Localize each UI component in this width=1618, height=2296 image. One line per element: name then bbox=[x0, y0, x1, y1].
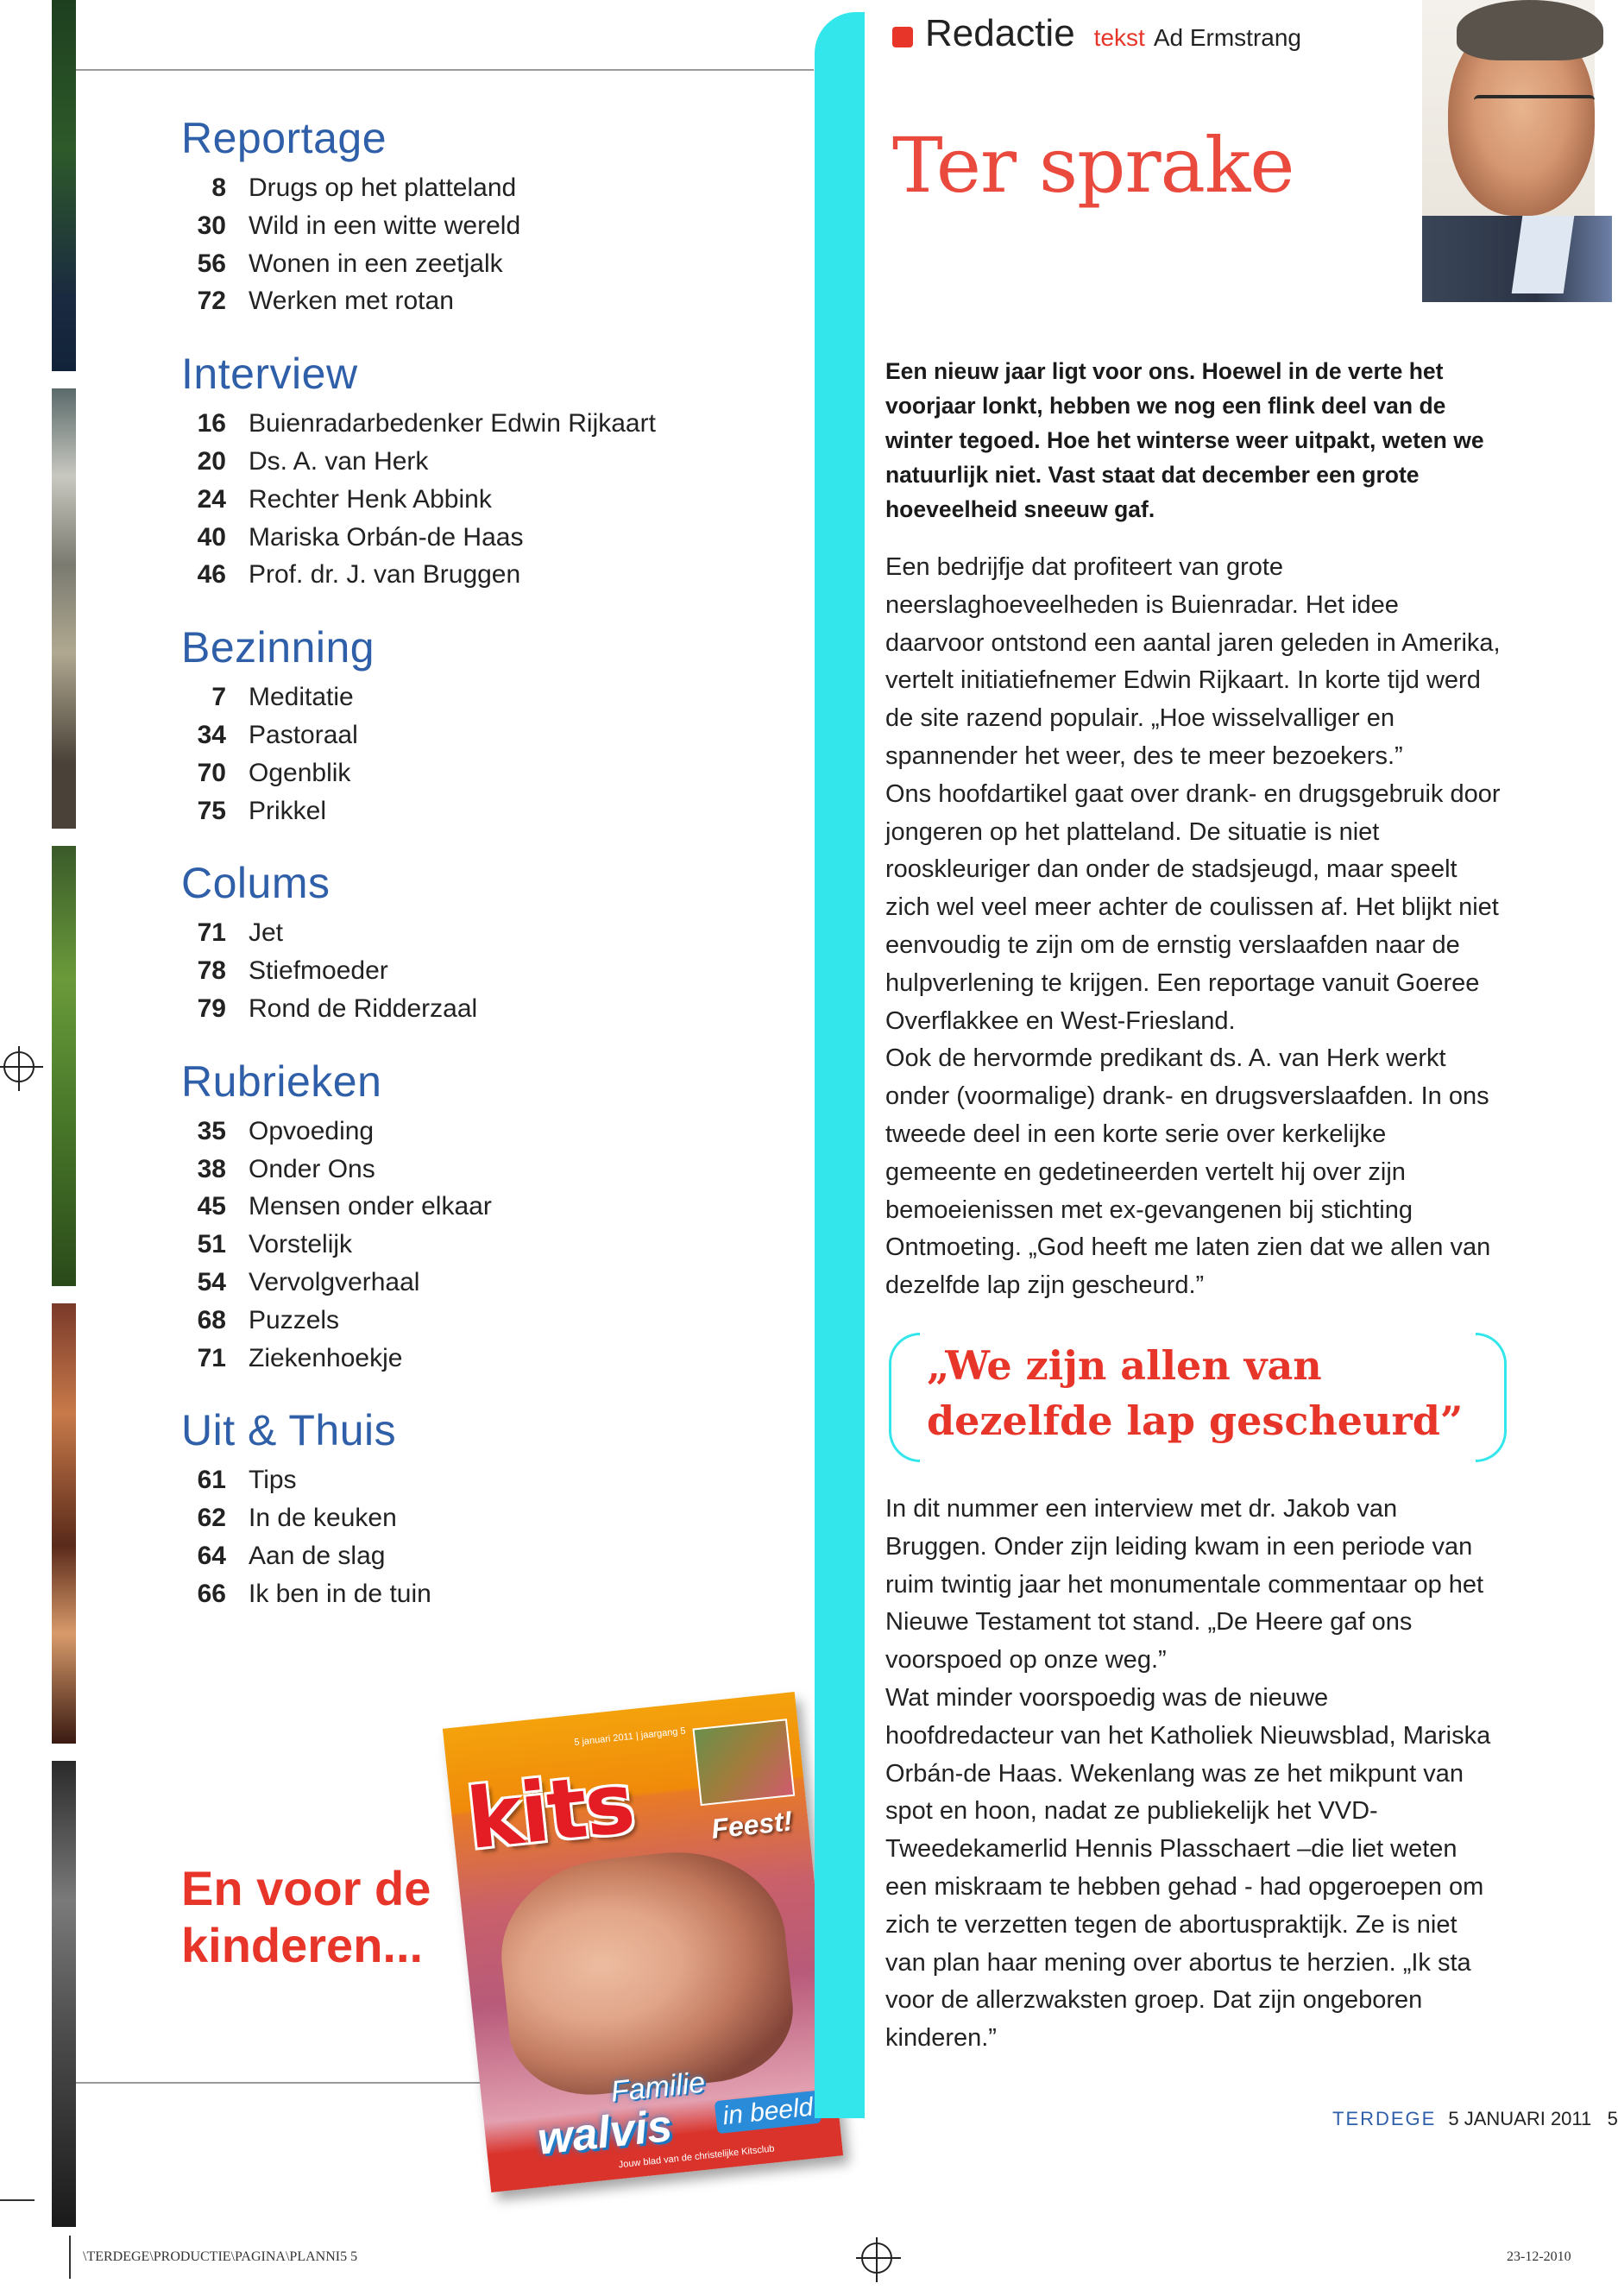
author-portrait bbox=[1422, 0, 1595, 287]
toc-item[interactable] bbox=[181, 1188, 803, 1226]
body-paragraph: Een bedrijfje dat profiteert van grote neerslaghoeveelheden is Buienradar. Het idee daarvoor ontstond een aantal jaren geleden in Amerika, vertelt initiatiefnemer Edwin Rijkaart. In korte tijd werd de site razend populair. „Hoe wisselvalliger en spannender het weer, des te meer bezoekers.” bbox=[885, 553, 1501, 770]
toc-item-title: Onder Ons bbox=[249, 1154, 375, 1183]
photo-strip bbox=[52, 0, 76, 2227]
toc-item[interactable] bbox=[181, 1340, 803, 1378]
toc-list bbox=[181, 678, 803, 829]
cover-headline-line3: in beeld bbox=[715, 2091, 822, 2134]
table-of-contents bbox=[181, 110, 803, 1639]
cover-title: kits bbox=[463, 1754, 638, 1869]
toc-page-number: 61 bbox=[197, 1466, 226, 1495]
column-accent-bar bbox=[815, 12, 865, 2118]
toc-item-title: Ziekenhoekje bbox=[249, 1343, 403, 1372]
slug-date: 23-12-2010 bbox=[1507, 2249, 1571, 2264]
toc-page-number: 46 bbox=[197, 560, 226, 590]
body-paragraph: Wat minder voorspoedig was de nieuwe hoofdredacteur van het Katholiek Nieuwsblad, Mariska Orbán-de Haas. Wekenlang was ze het mikpunt van spot en hoon, nadat ze publiekelijk het VVD-Tweedekamerlid Hennis Plasschaert –die liet weten een miskraam te hebben gehad - had opgeroepen om zich te verzetten tegen de abortuspraktijk. Ze is niet van plan haar mening over abortus te herzien. „Ik sta voor de allerzwaksten groep. Dat zijn ongeboren kinderen.” bbox=[885, 1683, 1491, 2053]
toc-item[interactable] bbox=[181, 1537, 803, 1575]
strip-photo-winter bbox=[52, 388, 76, 829]
toc-item-title: Mensen onder elkaar bbox=[249, 1192, 492, 1221]
toc-item[interactable] bbox=[181, 990, 803, 1028]
toc-section-title: Colums bbox=[181, 859, 331, 908]
article-body-part1 bbox=[885, 549, 1502, 1305]
toc-page-number: 51 bbox=[197, 1230, 226, 1259]
cover-date: 5 januari 2011 | jaargang 5 bbox=[573, 1725, 687, 1749]
toc-item[interactable] bbox=[181, 1575, 803, 1613]
toc-item[interactable] bbox=[181, 556, 803, 594]
crop-mark bbox=[0, 2199, 35, 2201]
cover-headline-line2: walvis bbox=[535, 2100, 675, 2165]
toc-item[interactable] bbox=[181, 443, 803, 481]
registration-mark-left bbox=[3, 1051, 35, 1082]
toc-item[interactable] bbox=[181, 914, 803, 952]
top-rule bbox=[76, 69, 814, 71]
cover-tagline: Jouw blad van de christelijke Kitsclub bbox=[618, 2143, 776, 2171]
toc-page-number: 66 bbox=[197, 1579, 226, 1608]
pull-quote bbox=[889, 1333, 1507, 1462]
toc-item[interactable] bbox=[181, 716, 803, 754]
toc-page-number: 62 bbox=[197, 1504, 226, 1533]
toc-item[interactable] bbox=[181, 1113, 803, 1151]
toc-page-number: 38 bbox=[197, 1154, 226, 1183]
body-paragraph: Ook de hervormde predikant ds. A. van Herk werkt onder (voormalige) drank- en drugsverslaafden. In ons tweede deel in een korte serie over kerkelijke gemeente en gedetineerden vertelt hij over zijn bemoeienissen met ex-gevangenen bij stichting Ontmoeting. „God heeft me laten zien dat we allen van dezelfde lap zijn gescheurd.” bbox=[885, 1044, 1491, 1300]
toc-section-interview bbox=[181, 346, 803, 594]
slug-path: \TERDEGE\PRODUCTIE\PAGINA\PLANNI5 5 bbox=[83, 2249, 358, 2264]
toc-item-title: Vervolgverhaal bbox=[249, 1267, 420, 1296]
toc-item-title: Prikkel bbox=[249, 796, 327, 825]
toc-list bbox=[181, 1113, 803, 1378]
toc-page-number: 71 bbox=[197, 1343, 226, 1372]
toc-item-title: Vorstelijk bbox=[249, 1230, 353, 1259]
toc-item-title: Rond de Ridderzaal bbox=[249, 993, 478, 1023]
toc-page-number: 64 bbox=[197, 1541, 226, 1570]
cover-inset-photo bbox=[692, 1719, 795, 1806]
toc-page-number: 34 bbox=[197, 720, 226, 749]
toc-list bbox=[181, 914, 803, 1027]
toc-item[interactable] bbox=[181, 1226, 803, 1264]
toc-page-number: 68 bbox=[197, 1305, 226, 1334]
cover-artwork bbox=[443, 1692, 843, 2192]
kits-magazine-cover[interactable] bbox=[443, 1692, 843, 2192]
toc-item-title: Wild in een witte wereld bbox=[249, 211, 521, 240]
kids-heading: En voor de kinderen... bbox=[181, 1861, 431, 1972]
toc-section-title: Rubrieken bbox=[181, 1057, 382, 1106]
toc-item-title: Rechter Henk Abbink bbox=[249, 484, 492, 514]
toc-section-reportage bbox=[181, 110, 803, 320]
toc-section-rubrieken bbox=[181, 1054, 803, 1378]
toc-item-title: Meditatie bbox=[249, 683, 354, 712]
folio-magazine: TERDEGE bbox=[1332, 2108, 1437, 2129]
article-intro: Een nieuw jaar ligt voor ons. Hoewel in de verte het voorjaar lonkt, hebben we nog een flink deel van de winter tegoed. Hoe het winterse weer uitpakt, weten we natuurlijk niet. Vast staat dat december een grote hoeveelheid sneeuw gaf. bbox=[885, 358, 1484, 522]
toc-page-number: 54 bbox=[197, 1267, 226, 1296]
article-headline: Ter sprake bbox=[892, 121, 1294, 210]
toc-page-number: 56 bbox=[197, 249, 226, 278]
toc-item[interactable] bbox=[181, 754, 803, 792]
article-body-part2 bbox=[885, 1491, 1502, 2058]
body-paragraph: In dit nummer een interview met dr. Jakob van Bruggen. Onder zijn leiding kwam in een periode van ruim twintig jaar het monumentale commentaar op het Nieuwe Testament tot stand. „De Heere gaf ons voorspoed op onze weg.” bbox=[885, 1495, 1484, 1675]
toc-item-title: Jet bbox=[249, 918, 284, 948]
toc-page-number: 30 bbox=[197, 211, 226, 240]
toc-list bbox=[181, 1461, 803, 1612]
crop-mark bbox=[69, 2236, 71, 2279]
registration-mark-bottom bbox=[861, 2242, 892, 2274]
toc-item-title: Ik ben in de tuin bbox=[249, 1579, 431, 1608]
toc-section-title: Uit & Thuis bbox=[181, 1406, 397, 1455]
folio-page-number: 5 bbox=[1607, 2108, 1618, 2129]
toc-item-title: Stiefmoeder bbox=[249, 956, 388, 986]
toc-list bbox=[181, 405, 803, 594]
toc-item[interactable] bbox=[181, 245, 803, 283]
toc-item-title: Mariska Orbán-de Haas bbox=[249, 522, 524, 552]
page-folio bbox=[1332, 2108, 1618, 2130]
strip-photo-forest bbox=[52, 0, 76, 371]
byline-author: Ad Ermstrang bbox=[1153, 24, 1301, 51]
toc-page-number: 24 bbox=[197, 484, 226, 514]
toc-item[interactable] bbox=[181, 282, 803, 320]
toc-item-title: Pastoraal bbox=[249, 720, 358, 749]
toc-item-title: Wonen in een zeetjalk bbox=[249, 249, 503, 278]
toc-list bbox=[181, 169, 803, 320]
section-title: Redactie bbox=[925, 12, 1075, 54]
byline-label: tekst bbox=[1093, 24, 1145, 51]
toc-item-title: Opvoeding bbox=[249, 1116, 375, 1145]
strip-photo-field bbox=[52, 846, 76, 1286]
toc-item[interactable] bbox=[181, 1302, 803, 1340]
toc-page-number: 45 bbox=[197, 1192, 226, 1221]
toc-item-title: Werken met rotan bbox=[249, 287, 454, 316]
toc-section-bezinning bbox=[181, 620, 803, 829]
portrait-glasses bbox=[1474, 95, 1595, 121]
toc-item[interactable] bbox=[181, 1264, 803, 1302]
pull-quote-text: „We zijn allen van dezelfde lap gescheurd” bbox=[927, 1342, 1464, 1444]
toc-section-title: Interview bbox=[181, 350, 358, 399]
toc-page-number: 16 bbox=[197, 409, 226, 438]
toc-item-title: Puzzels bbox=[249, 1305, 340, 1334]
toc-page-number: 75 bbox=[197, 796, 226, 825]
quote-bracket-right bbox=[1476, 1333, 1507, 1462]
toc-page-number: 79 bbox=[197, 993, 226, 1023]
strip-photo-boat bbox=[52, 1303, 76, 1744]
toc-item[interactable] bbox=[181, 1499, 803, 1537]
toc-page-number: 8 bbox=[211, 173, 226, 202]
toc-item-title: Buienradarbedenker Edwin Rijkaart bbox=[249, 409, 656, 438]
toc-item[interactable] bbox=[181, 405, 803, 443]
toc-item[interactable] bbox=[181, 481, 803, 519]
folio-date: 5 JANUARI 2011 bbox=[1448, 2108, 1592, 2129]
toc-item-title: Aan de slag bbox=[249, 1541, 386, 1570]
toc-item-title: Ds. A. van Herk bbox=[249, 446, 429, 476]
toc-section-colums bbox=[181, 855, 803, 1027]
toc-section-title: Bezinning bbox=[181, 623, 375, 672]
toc-item-title: Ogenblik bbox=[249, 758, 351, 787]
toc-item[interactable] bbox=[181, 169, 803, 207]
toc-item-title: Drugs op het platteland bbox=[249, 173, 517, 202]
toc-item[interactable] bbox=[181, 952, 803, 990]
strip-photo-rattan bbox=[52, 1761, 76, 2227]
body-paragraph: Ons hoofdartikel gaat over drank- en drugsgebruik door jongeren op het platteland. De situatie is niet rooskleuriger dan onder de stadsjeugd, maar speelt zich wel veel meer achter de coulissen af. Het blijkt niet eenvoudig te zijn om de ernstig verslaafden naar de hulpverlening te krijgen. Een reportage vanuit Goeree Overflakkee en West-Friesland. bbox=[885, 779, 1501, 1035]
toc-item-title: Prof. dr. J. van Bruggen bbox=[249, 560, 521, 590]
toc-page-number: 72 bbox=[197, 287, 226, 316]
toc-page-number: 35 bbox=[197, 1116, 226, 1145]
toc-page-number: 70 bbox=[197, 758, 226, 787]
toc-item-title: In de keuken bbox=[249, 1504, 397, 1533]
cover-photo-children bbox=[492, 1841, 799, 2103]
portrait-hair bbox=[1457, 0, 1603, 60]
toc-item[interactable] bbox=[181, 1151, 803, 1189]
section-header bbox=[892, 12, 1301, 55]
cover-headline-line1: Familie bbox=[608, 2066, 707, 2109]
toc-section-uit-en-thuis bbox=[181, 1403, 803, 1612]
toc-page-number: 71 bbox=[197, 918, 226, 948]
toc-item[interactable] bbox=[181, 207, 803, 245]
toc-item-title: Tips bbox=[249, 1466, 297, 1495]
portrait-collar bbox=[1512, 216, 1575, 293]
toc-page-number: 78 bbox=[197, 956, 226, 986]
toc-page-number: 7 bbox=[211, 683, 226, 712]
cover-badge: Feest! bbox=[709, 1805, 795, 1845]
toc-page-number: 20 bbox=[197, 446, 226, 476]
toc-item[interactable] bbox=[181, 678, 803, 716]
toc-item[interactable] bbox=[181, 1461, 803, 1499]
toc-page-number: 40 bbox=[197, 522, 226, 552]
toc-section-title: Reportage bbox=[181, 114, 387, 162]
toc-item[interactable] bbox=[181, 519, 803, 557]
toc-item[interactable] bbox=[181, 792, 803, 830]
quote-bracket-left bbox=[889, 1333, 920, 1462]
section-marker-icon bbox=[892, 27, 913, 47]
